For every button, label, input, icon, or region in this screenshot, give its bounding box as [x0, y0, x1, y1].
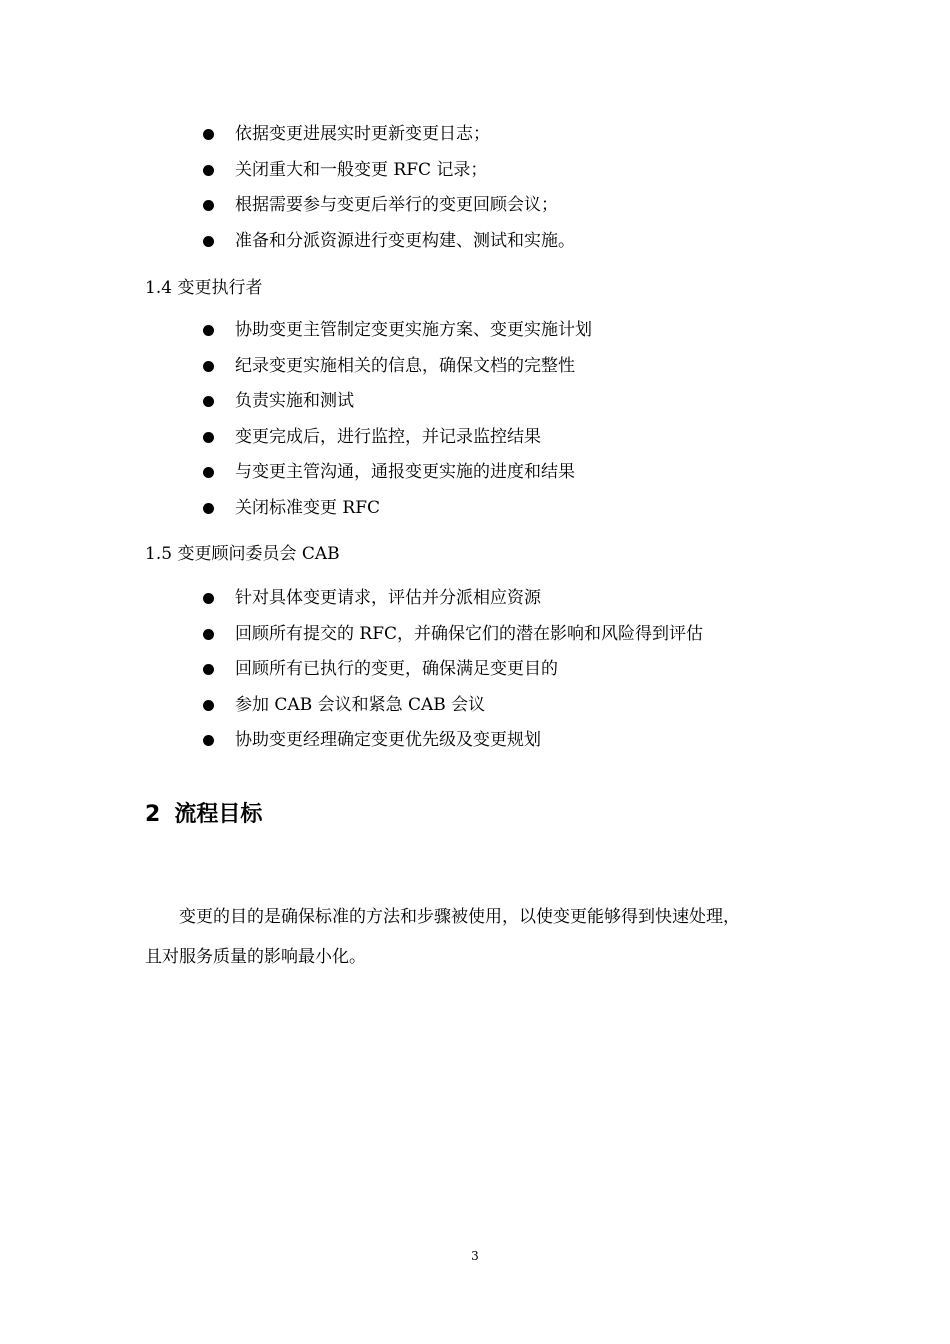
bullet-icon: [203, 700, 214, 711]
list-item: [0, 617, 950, 653]
list-item-text: 回顾所有提交的 RFC，并确保它们的潜在影响和风险得到评估: [235, 623, 704, 644]
bullet-icon: [203, 361, 214, 372]
list-item: [0, 688, 950, 724]
section-number: 2: [145, 802, 161, 827]
list-item-text: 负责实施和测试: [235, 391, 354, 411]
bullet-icon: [203, 735, 214, 746]
list-item: [0, 224, 950, 260]
list-item-text: 回顾所有已执行的变更，确保满足变更目的: [235, 659, 558, 679]
section-title: 流程目标: [174, 802, 263, 827]
bullet-icon: [203, 325, 214, 336]
list-item: [0, 349, 950, 385]
subsection-heading-1-4: 1.4 变更执行者: [145, 278, 263, 298]
bullet-list-1-5: [0, 581, 950, 759]
list-item: [0, 188, 950, 224]
section-heading-2: [145, 800, 262, 830]
list-item: [0, 652, 950, 688]
bullet-list-top: [0, 117, 950, 259]
bullet-icon: [203, 129, 214, 140]
bullet-icon: [203, 593, 214, 604]
subsection-heading-1-5: 1.5 变更顾问委员会 CAB: [145, 544, 340, 564]
list-item-text: 协助变更主管制定变更实施方案、变更实施计划: [235, 320, 592, 340]
list-item: [0, 117, 950, 153]
bullet-icon: [203, 165, 214, 176]
bullet-icon: [203, 396, 214, 407]
bullet-icon: [203, 432, 214, 443]
list-item-text: 准备和分派资源进行变更构建、测试和实施。: [235, 230, 575, 251]
body-paragraph: [145, 897, 805, 977]
bullet-icon: [203, 200, 214, 211]
bullet-icon: [203, 664, 214, 675]
list-item: [0, 723, 950, 759]
list-item-text: 针对具体变更请求，评估并分派相应资源: [235, 588, 541, 608]
bullet-icon: [203, 236, 214, 247]
list-item-text: 根据需要参与变更后举行的变更回顾会议；: [235, 195, 558, 215]
list-item: [0, 491, 950, 527]
paragraph-line: 变更的目的是确保标准的方法和步骤被使用，以使变更能够得到快速处理，: [179, 907, 740, 927]
list-item: [0, 153, 950, 189]
list-item-text: 变更完成后，进行监控，并记录监控结果: [235, 426, 541, 447]
list-item-text: 纪录变更实施相关的信息，确保文档的完整性: [235, 355, 575, 376]
list-item: [0, 455, 950, 491]
list-item-text: 依据变更进展实时更新变更日志；: [235, 124, 490, 144]
bullet-icon: [203, 629, 214, 640]
list-item: [0, 384, 950, 420]
list-item-text: 与变更主管沟通，通报变更实施的进度和结果: [235, 462, 575, 482]
list-item-text: 协助变更经理确定变更优先级及变更规划: [235, 730, 541, 750]
list-item: [0, 581, 950, 617]
list-item: [0, 313, 950, 349]
list-item-text: 关闭重大和一般变更 RFC 记录；: [235, 159, 488, 180]
bullet-icon: [203, 503, 214, 514]
list-item: [0, 420, 950, 456]
list-item-text: 关闭标准变更 RFC: [235, 497, 381, 518]
page-number: 3: [471, 1249, 479, 1263]
bullet-list-1-4: [0, 313, 950, 526]
list-item-text: 参加 CAB 会议和紧急 CAB 会议: [235, 694, 486, 715]
bullet-icon: [203, 467, 214, 478]
paragraph-line: 且对服务质量的影响最小化。: [145, 947, 366, 967]
